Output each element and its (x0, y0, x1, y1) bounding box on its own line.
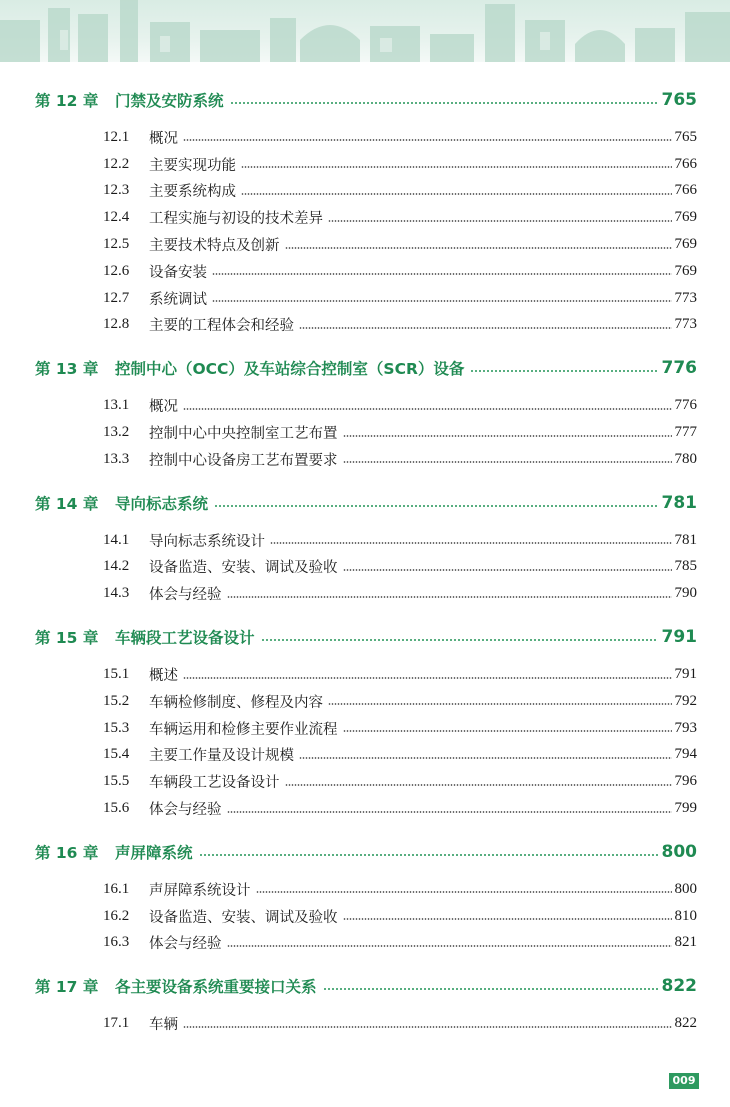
section-entry (103, 151, 697, 178)
dot-leader (285, 784, 672, 786)
dot-leader (343, 435, 672, 437)
dot-leader (241, 166, 672, 168)
section-title: 车辆运用和检修主要作业流程 (149, 721, 338, 738)
dot-leader (343, 918, 672, 920)
dot-leader (199, 854, 658, 856)
section-page: 766 (674, 182, 697, 199)
section-page: 769 (674, 209, 697, 226)
section-title: 主要实现功能 (149, 157, 236, 174)
section-page: 791 (674, 666, 697, 683)
section-title: 声屏障系统设计 (149, 882, 251, 899)
chapter-number: 第 12 章 (35, 92, 99, 110)
chapter-number: 第 15 章 (35, 629, 99, 648)
section-entry (103, 688, 697, 715)
section-number: 13.1 (103, 397, 130, 414)
section-page: 792 (674, 692, 697, 709)
section-page: 796 (674, 773, 697, 790)
page-number-badge: 009 (669, 1073, 699, 1089)
section-number: 12.7 (103, 289, 130, 306)
section-page: 765 (674, 128, 697, 145)
section-title: 设备监造、安装、调试及验收 (149, 909, 338, 926)
section-page: 810 (674, 907, 697, 924)
section-page: 776 (674, 397, 697, 414)
section-number: 12.5 (103, 236, 130, 253)
section-entry (103, 795, 697, 822)
chapter-spacer (0, 473, 730, 483)
section-entry (103, 285, 697, 312)
chapter-number: 第 17 章 (35, 978, 99, 997)
dot-leader (212, 300, 672, 302)
chapter-spacer (0, 338, 730, 348)
chapter-heading (35, 966, 697, 1006)
section-entry (103, 312, 697, 339)
dot-leader (299, 327, 672, 329)
dot-leader (227, 811, 672, 813)
section-entry (103, 527, 697, 554)
section-number: 12.4 (103, 209, 130, 226)
section-page: 773 (674, 316, 697, 333)
dot-leader (261, 639, 658, 641)
dot-leader (227, 596, 672, 598)
dot-leader (212, 273, 672, 275)
chapter-number: 第 13 章 (35, 360, 99, 379)
section-entry (103, 204, 697, 231)
chapter-title: 各主要设备系统重要接口关系 (115, 978, 317, 997)
chapter-title: 导向标志系统 (115, 494, 209, 513)
chapter-number: 第 14 章 (35, 494, 99, 513)
dot-leader (323, 988, 658, 990)
chapter-title: 控制中心（OCC）及车站综合控制室（SCR）设备 (115, 360, 465, 379)
section-title: 导向标志系统设计 (149, 533, 265, 550)
dot-leader (227, 945, 672, 947)
dot-leader (183, 139, 672, 141)
chapter-title: 车辆段工艺设备设计 (115, 629, 255, 648)
section-title: 主要的工程体会和经验 (149, 318, 294, 335)
section-entry (103, 876, 697, 903)
section-page: 769 (674, 262, 697, 279)
section-entry (103, 742, 697, 769)
section-title: 主要技术特点及创新 (149, 238, 280, 255)
section-entry (103, 1010, 697, 1037)
section-title: 主要工作量及设计规模 (149, 748, 294, 765)
section-number: 16.3 (103, 934, 130, 951)
dot-leader (270, 542, 672, 544)
dot-leader (183, 408, 672, 410)
dot-leader (328, 220, 672, 222)
section-title: 车辆段工艺设备设计 (149, 775, 280, 792)
section-entry (103, 178, 697, 205)
section-number: 15.5 (103, 773, 130, 790)
chapter-number: 第 16 章 (35, 843, 99, 862)
section-number: 14.3 (103, 585, 130, 602)
chapter-heading (35, 80, 697, 120)
section-entry (103, 258, 697, 285)
dot-leader (214, 505, 657, 507)
section-number: 17.1 (103, 1015, 130, 1032)
section-entry (103, 392, 697, 419)
chapter-title: 声屏障系统 (115, 843, 193, 862)
section-page: 777 (674, 424, 697, 441)
section-entry (103, 419, 697, 446)
dot-leader (256, 891, 672, 893)
section-title: 体会与经验 (149, 802, 222, 819)
dot-leader (343, 730, 672, 732)
section-number: 12.6 (103, 262, 130, 279)
section-page: 794 (674, 746, 697, 763)
section-title: 体会与经验 (149, 587, 222, 604)
dot-leader (183, 677, 672, 679)
section-page: 793 (674, 719, 697, 736)
chapter-page: 781 (661, 492, 697, 513)
table-of-contents (0, 80, 730, 1037)
section-entry (103, 231, 697, 258)
section-title: 主要系统构成 (149, 184, 236, 201)
chapter-heading (35, 348, 697, 388)
chapter-page: 800 (661, 841, 697, 862)
section-number: 15.3 (103, 719, 130, 736)
chapter-spacer (0, 822, 730, 832)
chapter-heading (35, 617, 697, 657)
chapter-page: 776 (661, 358, 697, 379)
section-page: 773 (674, 289, 697, 306)
section-number: 13.2 (103, 424, 130, 441)
chapter-spacer (0, 956, 730, 966)
section-title: 控制中心设备房工艺布置要求 (149, 452, 338, 469)
section-page: 790 (674, 585, 697, 602)
section-page: 822 (674, 1015, 697, 1032)
section-entry (103, 768, 697, 795)
dot-leader (241, 193, 672, 195)
section-page: 766 (674, 155, 697, 172)
section-number: 16.1 (103, 880, 130, 897)
section-entry (103, 446, 697, 473)
chapter-page: 765 (661, 90, 697, 110)
section-number: 15.1 (103, 666, 130, 683)
section-entry (103, 554, 697, 581)
dot-leader (470, 370, 657, 372)
section-title: 车辆 (149, 1017, 178, 1034)
section-number: 15.6 (103, 800, 130, 817)
section-number: 14.1 (103, 531, 130, 548)
chapter-spacer (0, 607, 730, 617)
section-entry (103, 903, 697, 930)
dot-leader (299, 757, 672, 759)
dot-leader (285, 247, 672, 249)
section-title: 概述 (149, 668, 178, 685)
section-title: 设备安装 (149, 264, 207, 281)
section-number: 16.2 (103, 907, 130, 924)
section-title: 系统调试 (149, 291, 207, 308)
section-number: 15.4 (103, 746, 130, 763)
section-entry (103, 580, 697, 607)
section-title: 工程实施与初设的技术差异 (149, 211, 323, 228)
chapter-heading (35, 483, 697, 523)
dot-leader (183, 1026, 672, 1028)
section-title: 车辆检修制度、修程及内容 (149, 694, 323, 711)
section-number: 13.3 (103, 450, 130, 467)
section-title: 设备监造、安装、调试及验收 (149, 560, 338, 577)
section-page: 785 (674, 558, 697, 575)
dot-leader (230, 102, 658, 104)
section-number: 12.1 (103, 128, 130, 145)
chapter-title: 门禁及安防系统 (115, 92, 224, 110)
section-number: 12.3 (103, 182, 130, 199)
chapter-page: 791 (661, 627, 697, 648)
dot-leader (343, 569, 672, 571)
section-title: 体会与经验 (149, 936, 222, 953)
section-number: 12.2 (103, 155, 130, 172)
section-page: 769 (674, 236, 697, 253)
section-page: 821 (674, 934, 697, 951)
section-number: 14.2 (103, 558, 130, 575)
chapter-heading (35, 832, 697, 872)
city-silhouette-graphic (0, 0, 730, 62)
section-page: 799 (674, 800, 697, 817)
section-entry (103, 930, 697, 957)
section-page: 800 (674, 880, 697, 897)
section-title: 概况 (149, 399, 178, 416)
section-entry (103, 661, 697, 688)
section-entry (103, 124, 697, 151)
section-title: 概况 (149, 130, 178, 147)
section-page: 780 (674, 450, 697, 467)
section-entry (103, 715, 697, 742)
dot-leader (343, 461, 672, 463)
section-title: 控制中心中央控制室工艺布置 (149, 426, 338, 443)
dot-leader (328, 703, 672, 705)
section-number: 12.8 (103, 316, 130, 333)
section-page: 781 (674, 531, 697, 548)
chapter-page: 822 (661, 976, 697, 997)
section-number: 15.2 (103, 692, 130, 709)
header-banner-image (0, 0, 730, 62)
